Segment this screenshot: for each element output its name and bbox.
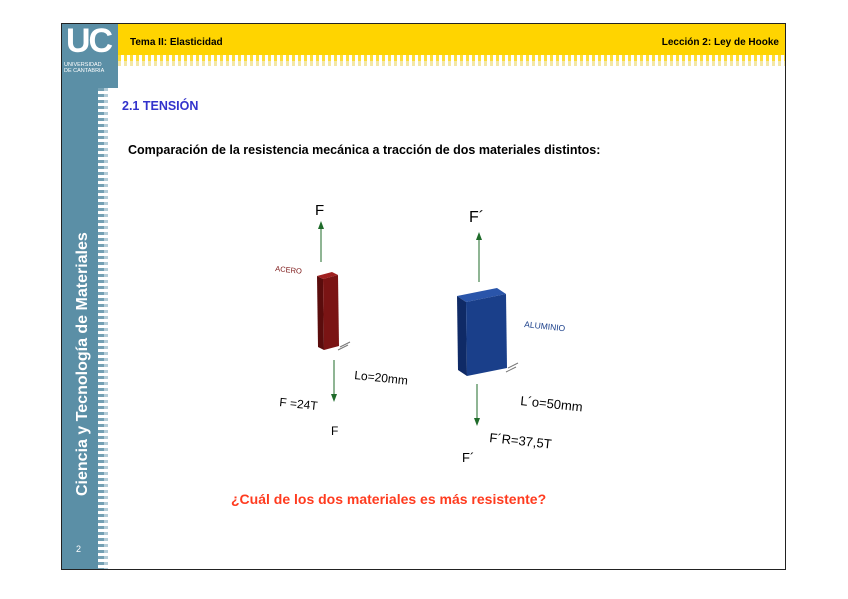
aluminum-rupture-label: F´R=37,5T <box>488 430 553 452</box>
aluminum-force-bottom-label: F´ <box>462 450 475 465</box>
aluminum-bottom-arrowhead <box>474 418 480 426</box>
steel-length-label: Lo=20mm <box>353 368 409 388</box>
aluminum-top-arrowhead <box>476 232 482 240</box>
lesson-title: Lección 2: Ley de Hooke <box>661 37 779 48</box>
aluminum-force-top-label: F´ <box>469 209 485 226</box>
tensile-comparison-diagram <box>262 184 622 464</box>
header-divider-light <box>118 61 786 66</box>
page-number: 2 <box>76 544 82 554</box>
steel-rupture-label: F =24T <box>278 395 319 413</box>
aluminum-length-marker <box>508 363 518 368</box>
logo-subtitle-line-1: UNIVERSIDAD <box>64 62 102 68</box>
steel-force-top-label: F <box>315 202 325 219</box>
section-title: 2.1 TENSIÓN <box>122 99 199 113</box>
slide-subtitle: Comparación de la resistencia mecánica a tracción de dos materiales distintos: <box>128 143 601 157</box>
steel-top-arrowhead <box>318 221 324 229</box>
logo-subtitle-line-2: DE CANTABRIA <box>64 68 105 74</box>
steel-front-face <box>323 275 339 350</box>
aluminum-specimen <box>457 232 518 426</box>
course-title: Ciencia y Tecnología de Materiales <box>74 232 91 496</box>
steel-left-face <box>317 276 324 350</box>
aluminum-front-face <box>466 294 507 376</box>
steel-bottom-arrowhead <box>331 394 337 402</box>
logo-text: UC <box>66 23 112 60</box>
aluminum-length-label: L´o=50mm <box>519 393 584 415</box>
aluminum-left-face <box>457 296 467 376</box>
steel-specimen <box>317 221 350 402</box>
steel-force-bottom-label: F <box>331 424 339 438</box>
sidebar-divider-light <box>104 88 108 570</box>
aluminum-length-marker-2 <box>506 367 516 372</box>
logo-subtitle <box>64 62 104 74</box>
aluminum-material-label: ALUMINIO <box>523 319 566 334</box>
university-logo <box>62 24 118 88</box>
topic-title: Tema II: Elasticidad <box>130 37 223 48</box>
slide <box>61 23 786 570</box>
steel-material-label: ACERO <box>274 264 303 276</box>
question-text: ¿Cuál de los dos materiales es más resistente? <box>231 491 547 507</box>
